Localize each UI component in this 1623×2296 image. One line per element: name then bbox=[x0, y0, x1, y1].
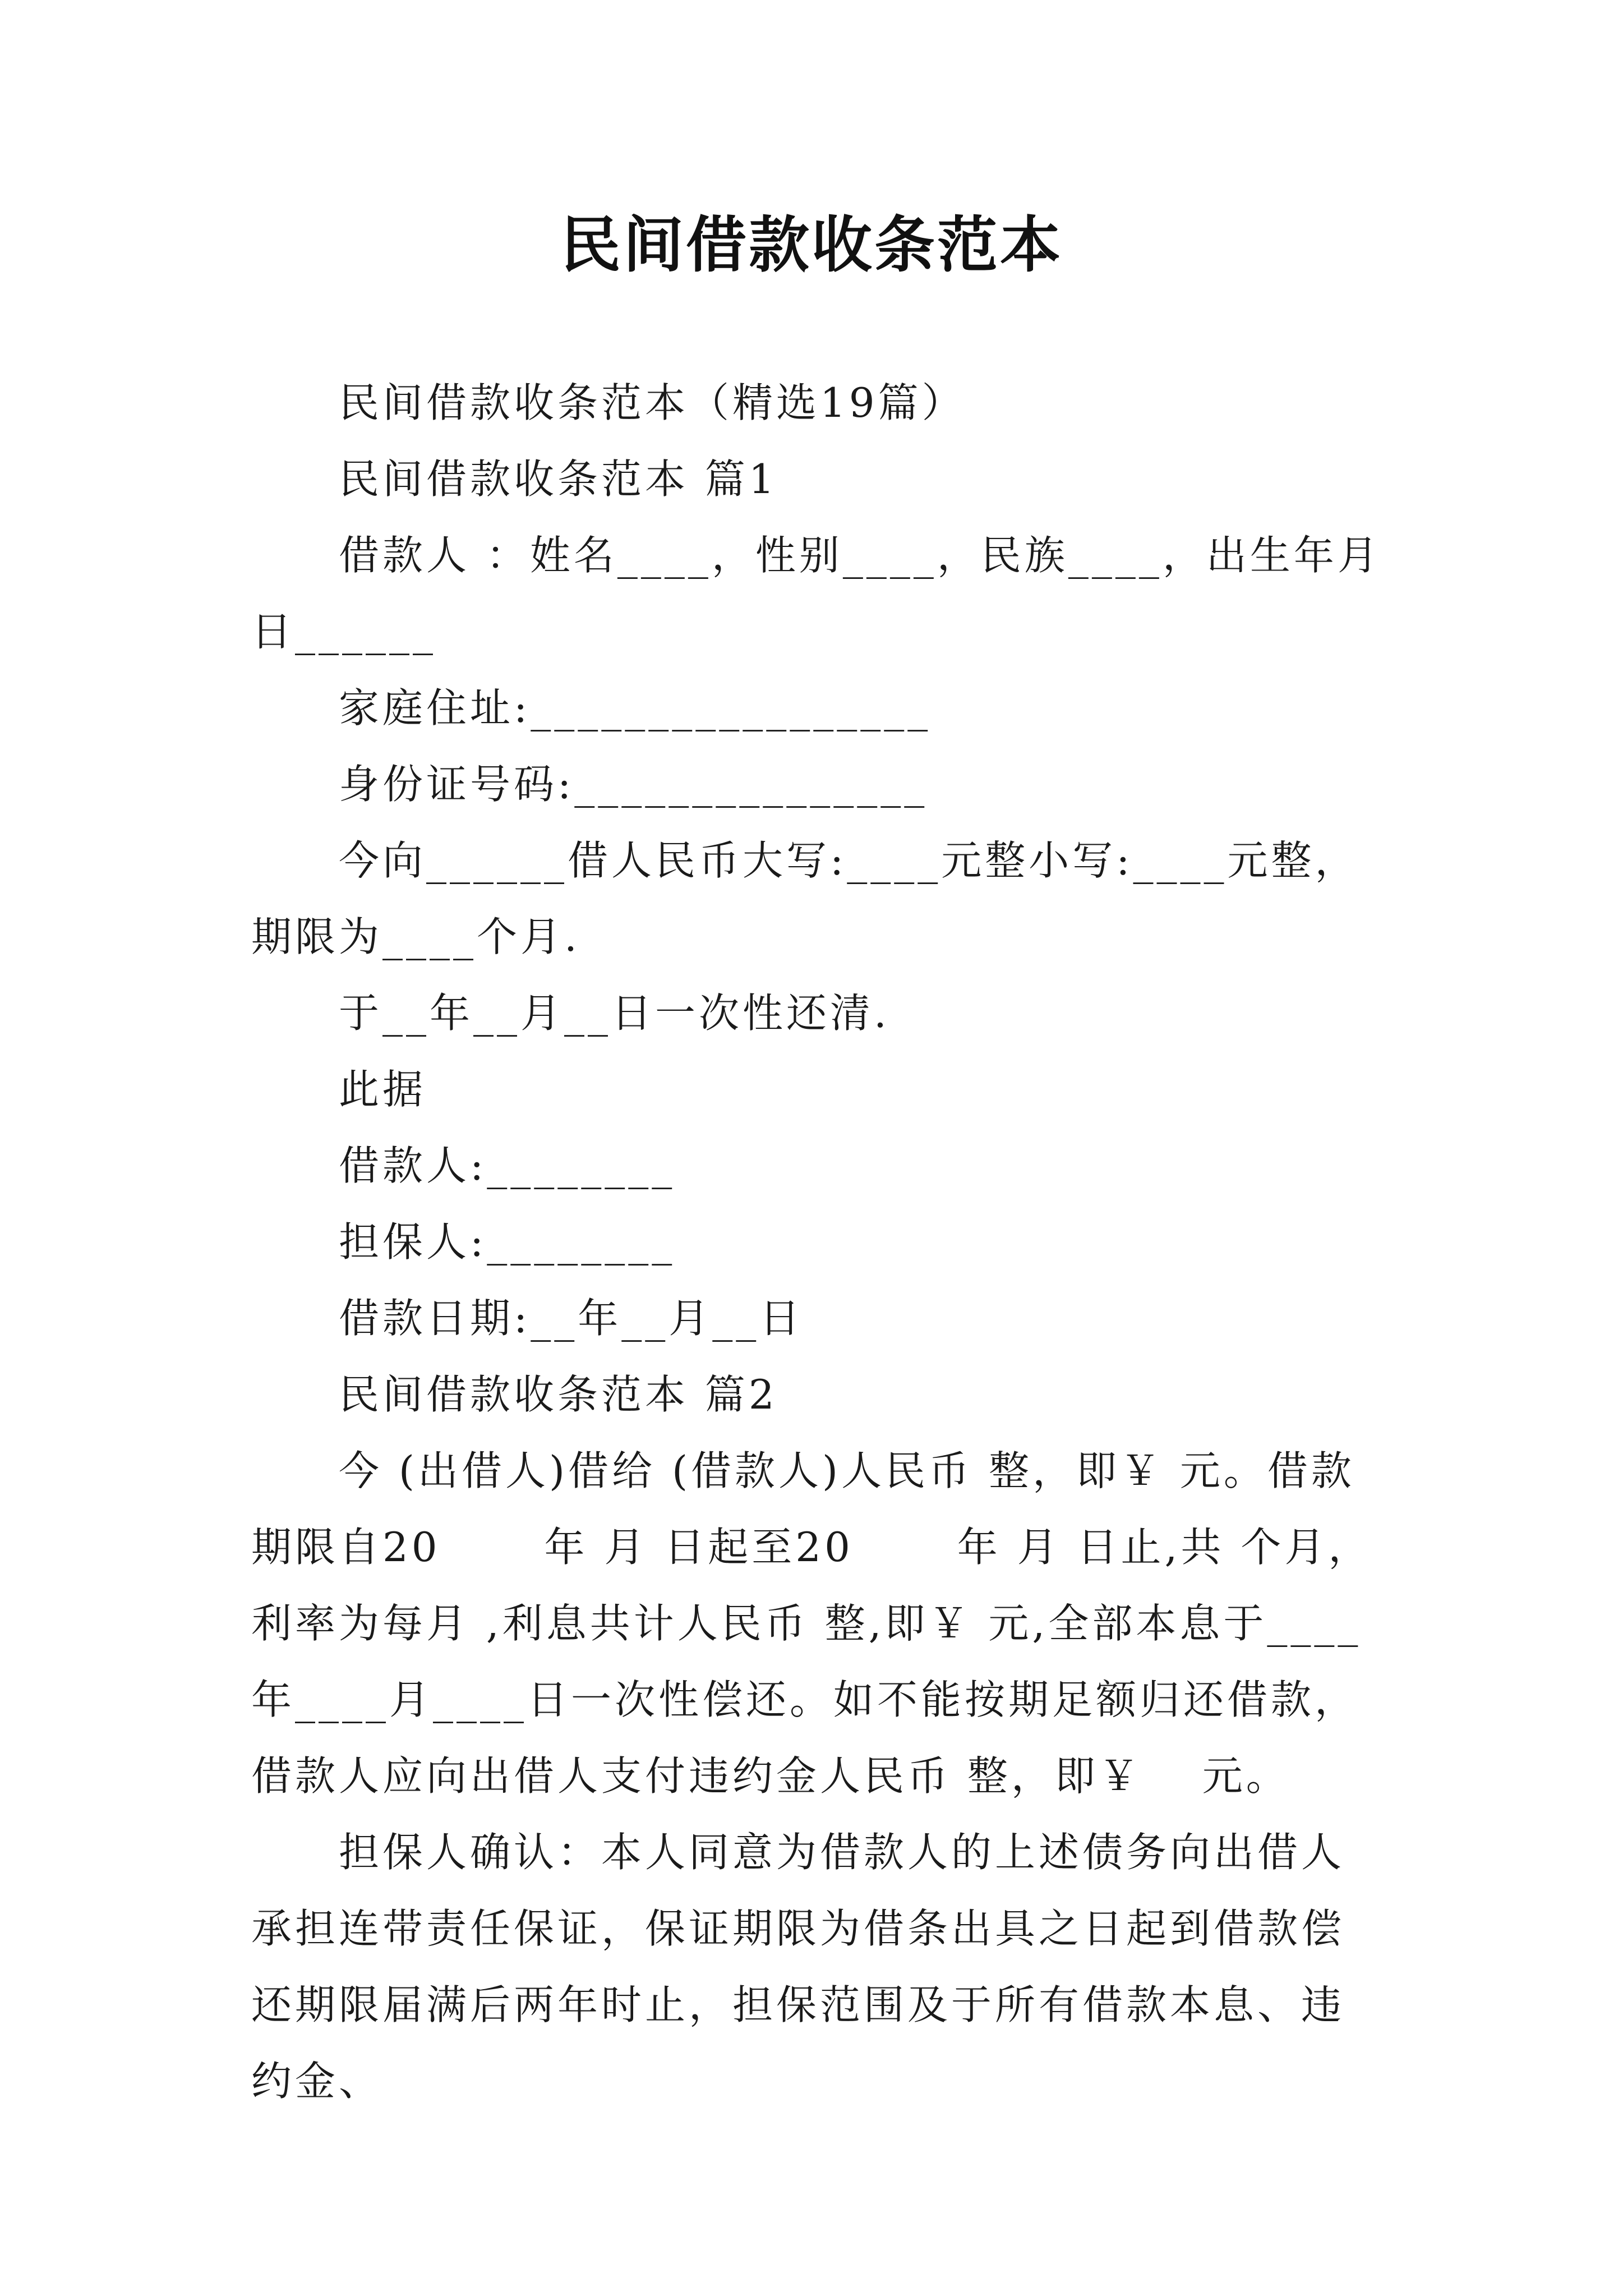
paragraph-evidence: 此据 bbox=[339, 1066, 427, 1113]
paragraph-borrower-signature: 借款人:________ bbox=[339, 1142, 676, 1189]
paragraph-id-number: 身份证号码:_______________ bbox=[339, 761, 928, 808]
paragraph-repayment-date: 于__年__月__日一次性还清. bbox=[339, 990, 890, 1037]
paragraph-home-address: 家庭住址:_________________ bbox=[339, 684, 932, 731]
paragraph-guarantor-signature: 担保人:________ bbox=[339, 1218, 676, 1266]
document-body bbox=[251, 365, 1382, 2119]
paragraph-guarantor-confirmation: 担保人确认：本人同意为借款人的上述债务向出借人承担连带责任保证，保证期限为借条出具之日起到借款偿还期限届满后两年时止，担保范围及于所有借款本息、违约金、 bbox=[251, 1829, 1345, 2105]
paragraph-loan-date: 借款日期:__年__月__日 bbox=[339, 1295, 804, 1342]
paragraph-collection-heading: 民间借款收条范本（精选19篇） bbox=[339, 379, 966, 426]
document-title: 民间借款收条范本 bbox=[560, 210, 1063, 280]
paragraph-loan-terms: 今 (出借人)借给 (借款人)人民币 整，即￥ 元。借款期限自20 年 月 日起至20 年 月 日止,共 个月，利率为每月 ,利息共计人民币 整,即￥ 元,全部本息于____年____月____日一次性偿还。如不能按期足额归还借款，借款人应向出借人支付违约金人民币 整，即￥ 元。 bbox=[251, 1447, 1372, 1800]
paragraph-section-1-heading: 民间借款收条范本 篇1 bbox=[339, 455, 778, 503]
paragraph-borrower-info: 借款人 ：姓名____，性别____，民族____，出生年月日______ bbox=[251, 532, 1381, 655]
paragraph-loan-amount: 今向______借人民币大写:____元整小写:____元整，期限为____个月. bbox=[251, 837, 1359, 960]
paragraph-section-2-heading: 民间借款收条范本 篇2 bbox=[339, 1371, 778, 1418]
